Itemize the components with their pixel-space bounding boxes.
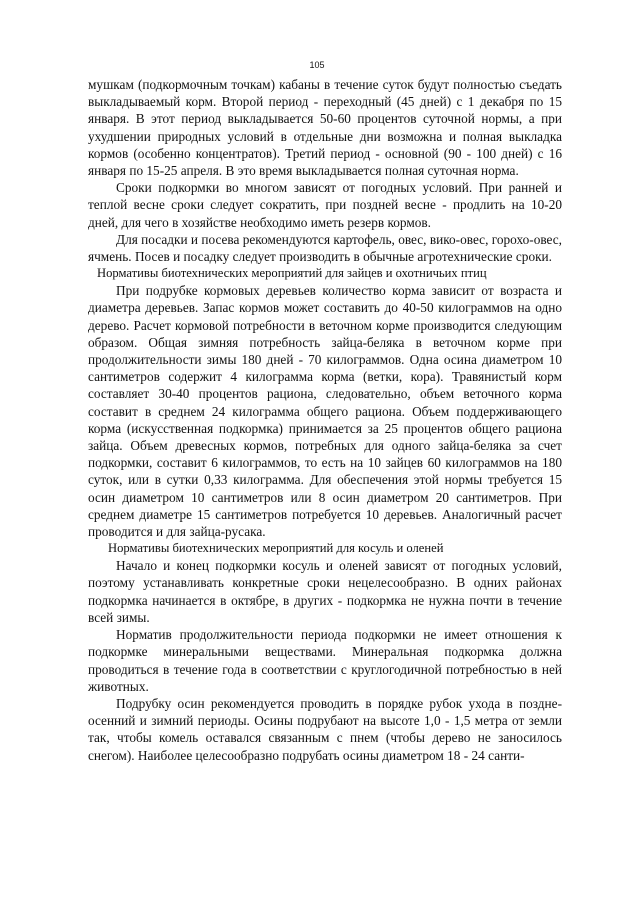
paragraph-feeding-terms: Сроки подкормки во многом зависят от погодных условий. При ранней и теплой весне сроки следует сократить, при поздней весне - продлить на 10-20 дней, для чего в хозяйстве необходимо иметь резерв кормов. (88, 180, 562, 230)
page-number: 105 (309, 60, 325, 70)
section-heading-roe-deer: Нормативы биотехнических мероприятий для косуль и оленей (108, 541, 444, 556)
page-body (88, 76, 562, 764)
paragraph-aspen-cutting: Подрубку осин рекомендуется проводить в порядке рубок ухода в поздне-осенний и зимний периоды. Осины подрубают на высоте 1,0 - 1,5 метра от земли так, чтобы комель оставался связанным с пнем (чтобы дерево не заносилось снегом). Наиболее целесообразно подрубать осины диаметром 18 - 24 санти- (88, 695, 562, 763)
paragraph-mineral-feeding: Норматив продолжительности периода подкормки не имеет отношения к подкормке минеральными веществами. Минеральная подкормка должна проводиться в течение года в соответствии с круглогодичной потребностью в ней животных. (88, 627, 562, 694)
section-heading-hares-birds: Нормативы биотехнических мероприятий для зайцев и охотничьих птиц (97, 266, 487, 281)
paragraph-feeding-periods: мушкам (подкормочным точкам) кабаны в течение суток будут полностью съедать выкладываемый корм. Второй период - переходный (45 дней) с 1 декабря по 15 января. В этот период выкладывается 50-60 процентов суточной нормы, а при ухудшении природных условий в отдельные дни возможна и полная выкладка кормов (особенно концентратов). Третий период - основной (90 - 100 дней) с 16 января по 15-25 апреля. В это время выкладывается полная суточная норма. (88, 77, 562, 179)
paragraph-planting-crops: Для посадки и посева рекомендуются картофель, овес, вико-овес, горохо-овес, ячмень. Посев и посадку следует производить в обычные агротехнические сроки. (88, 231, 562, 265)
paragraph-hares-feeding-norms: При подрубке кормовых деревьев количество корма зависит от возраста и диаметра деревьев. Запас кормов может составить до 40-50 килограммов на одно дерево. Расчет кормовой потребности в веточном корме производится следующим образом. Общая зимняя потребность зайца-беляка в веточном корме при продолжительности зимы 180 дней - 70 килограммов. Одна осина диаметром 10 сантиметров содержит 4 килограмма корма (ветки, кора). Травянистый корм составляет 30-40 процентов рациона, следовательно, объем веточного корма составит в среднем 24 килограмма общего рациона. Объем поддерживающего корма (искусственная подкормка) принимается за 25 процентов общего рациона зайца. Объем древесных кормов, потребных для одного зайца-беляка за счет подкормки, составит 6 килограммов, то есть на 10 зайцев 60 килограммов на 180 суток, или в сутки 0,33 килограмма. Для обеспечения этой нормы требуется 15 осин диаметром 10 сантиметров или 8 осин диаметром 20 сантиметров. При среднем диаметре 15 сантиметров потребуется 10 деревьев. Аналогичный расчет проводится и для зайца-русака. (88, 283, 562, 540)
paragraph-deer-feeding-start: Начало и конец подкормки косуль и оленей зависят от погодных условий, поэтому устанавливать конкретные сроки нецелесообразно. В одних районах подкормка начинается в октябре, в других - подкормка не нужна почти в течение всей зимы. (88, 558, 562, 625)
